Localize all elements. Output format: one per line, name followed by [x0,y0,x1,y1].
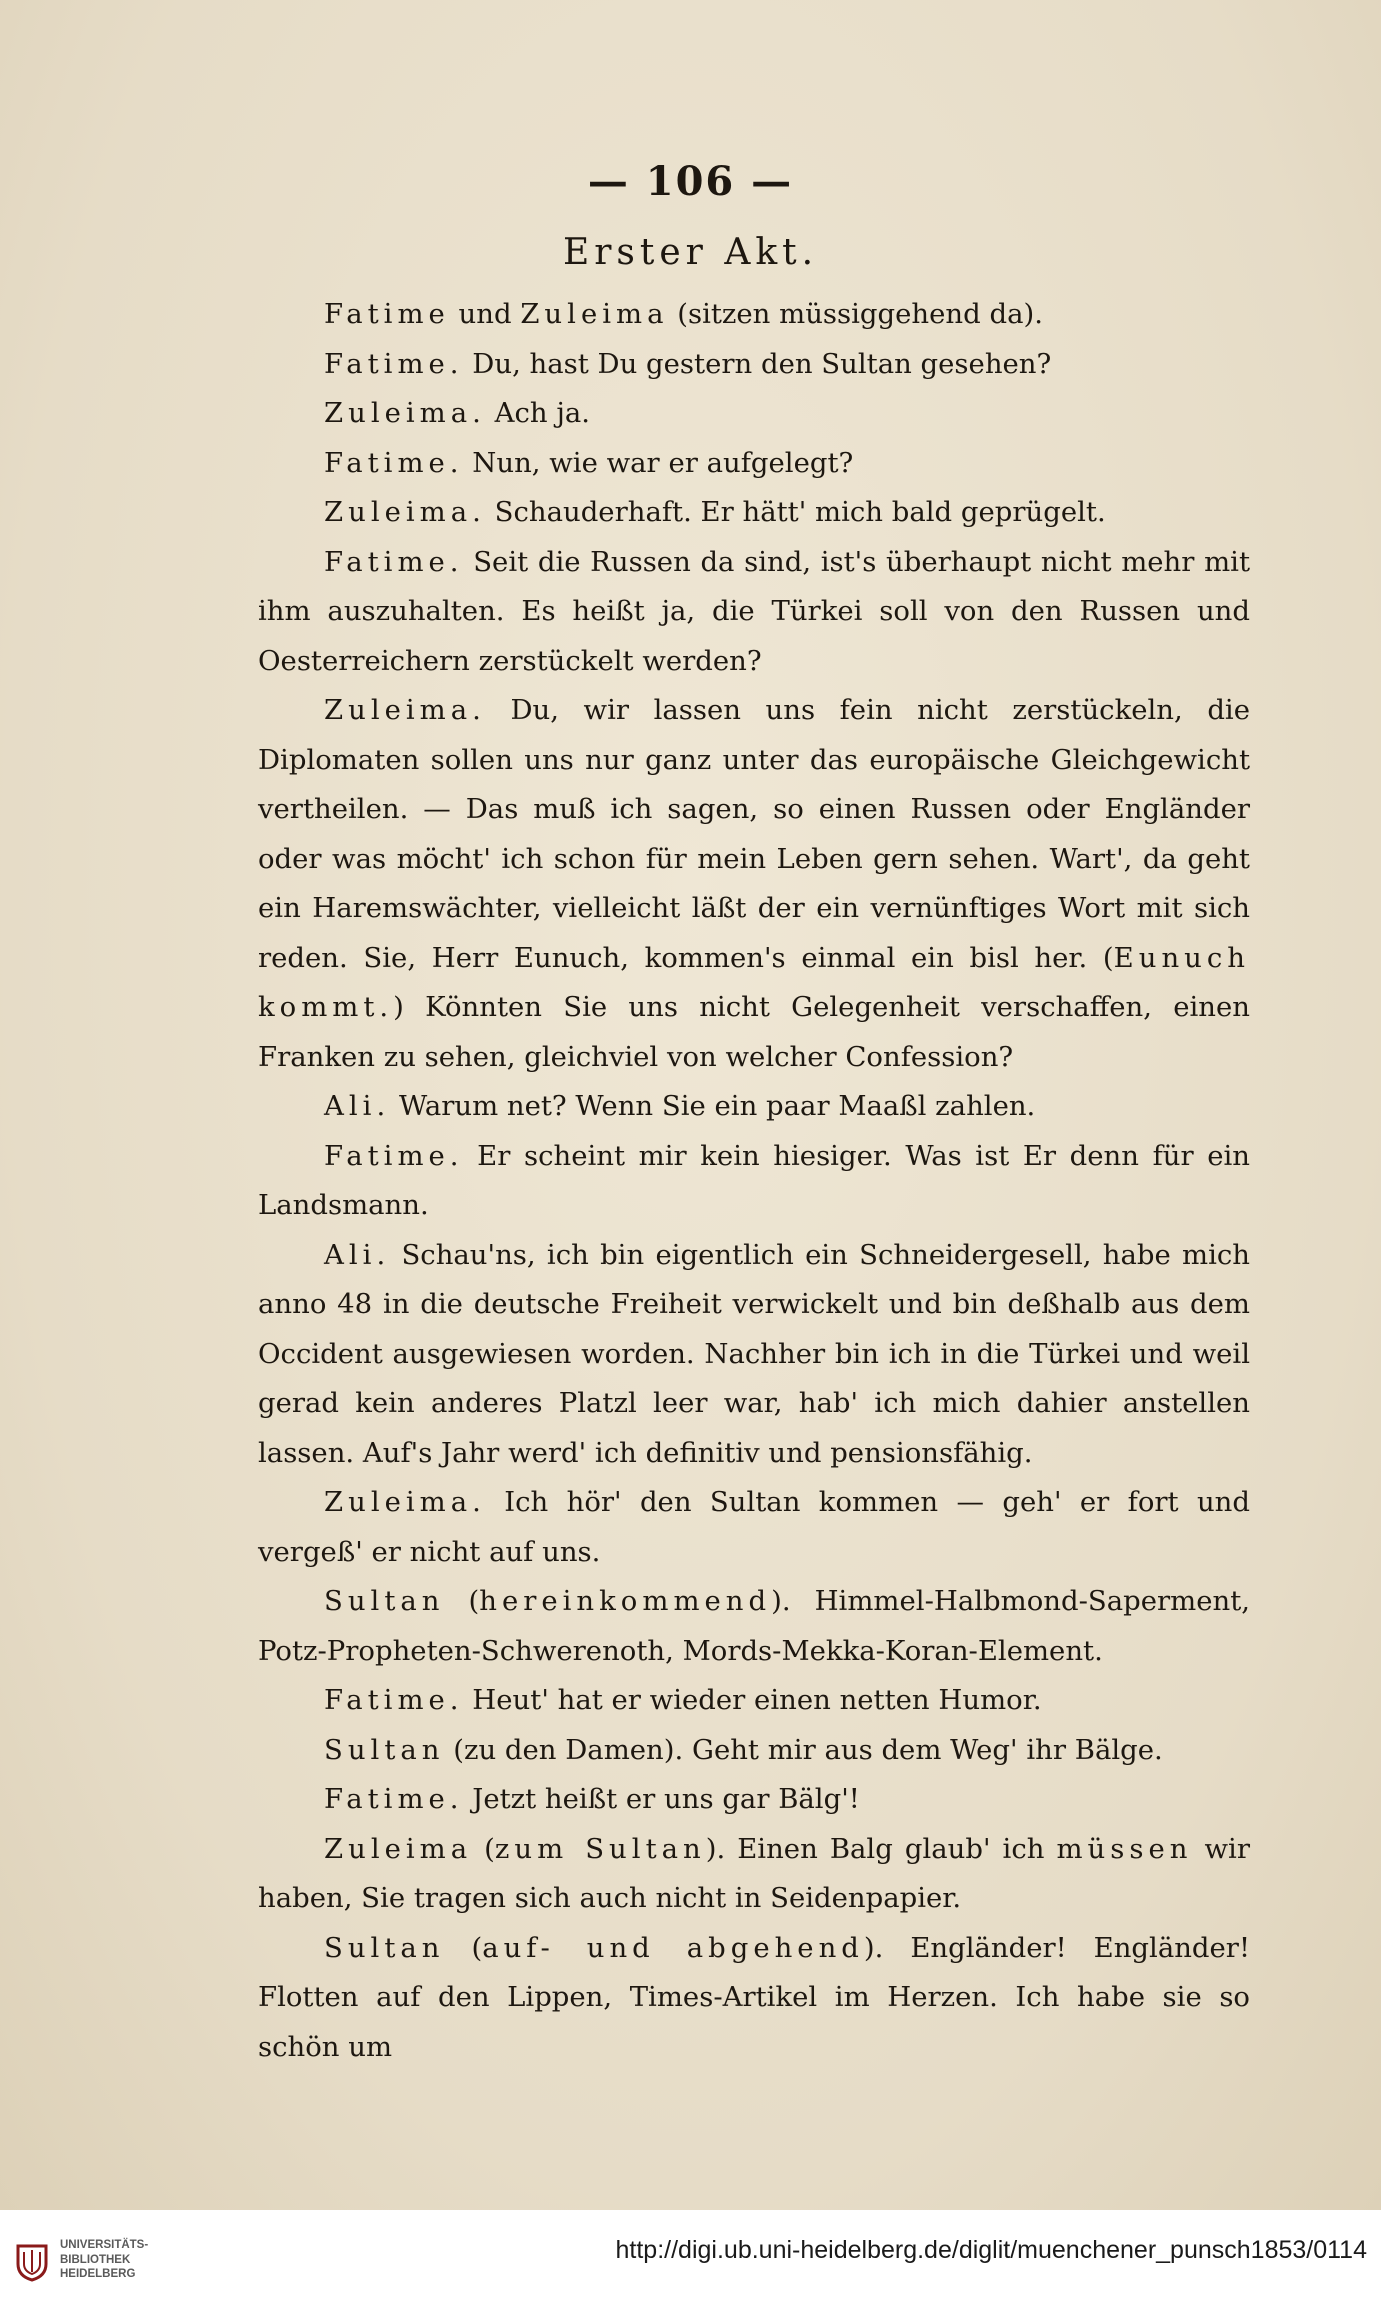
dialogue-line: Sultan (zu den Damen). Geht mir aus dem Weg' ihr Bälge. [324,1733,1163,1766]
act-title: Erster Akt. [562,232,819,273]
dialogue-line: Zuleima. Du, wir lassen uns fein nicht zerstückeln, die Diplomaten sollen uns nur ganz unter das europäische Gleichgewicht vertheilen. — Das muß ich sagen, so einen Russen oder Engländer oder was möcht' ich schon für mein Leben gern sehen. Wart', da geht ein Haremswächter, vielleicht läßt der ein vernünftiges Wort mit sich reden. Sie, Herr Eunuch, kommen's einmal ein bisl her. (Eunuch kommt.) Könnten Sie uns nicht Gelegenheit verschaffen, einen Franken zu sehen, gleichviel von welcher Confession? [258,694,1250,1073]
dialogue-line: Sultan (auf- und abgehend). Engländer! Engländer! Flotten auf den Lippen, Times-Artikel im Herzen. Ich habe sie so schön um [258,1931,1250,2063]
body-text [258,290,1250,2072]
source-url[interactable]: http://digi.ub.uni-heidelberg.de/diglit/muenchener_punsch1853/0114 [615,2236,1367,2264]
dialogue-line: Zuleima. Ich hör' den Sultan kommen — geh' er fort und vergeß' er nicht auf uns. [258,1486,1250,1568]
dialogue-line: Ali. Warum net? Wenn Sie ein paar Maaßl zahlen. [324,1090,1036,1122]
dialogue-line: Ali. Schau'ns, ich bin eigentlich ein Schneidergesell, habe mich anno 48 in die deutsche Freiheit verwickelt und bin deßhalb aus dem Occident ausgewiesen worden. Nachher bin ich in die Türkei und weil gerad kein anderes Platzl leer war, hab' ich mich dahier anstellen lassen. Auf's Jahr werd' ich definitiv und pensionsfähig. [258,1238,1250,1469]
dialogue-line: Fatime. Nun, wie war er aufgelegt? [324,446,854,479]
dialogue-line: Zuleima (zum Sultan). Einen Balg glaub' ich müssen wir haben, Sie tragen sich auch nicht in Seidenpapier. [258,1832,1250,1914]
page-number: — 106 — [587,158,794,205]
dialogue-line: Fatime. Seit die Russen da sind, ist's überhaupt nicht mehr mit ihm auszuhalten. Es heißt ja, die Türkei soll von den Russen und Oesterreichern zerstückelt werden? [258,545,1250,677]
dialogue-line: Fatime. Heut' hat er wieder einen netten Humor. [324,1684,1042,1716]
dialogue-line: Zuleima. Ach ja. [324,397,591,429]
dialogue-line: Sultan (hereinkommend). Himmel-Halbmond-Saperment, Potz-Propheten-Schwerenoth, Mords-Mekka-Koran-Element. [258,1585,1250,1667]
dialogue-line: Fatime. Du, hast Du gestern den Sultan gesehen? [324,347,1052,380]
dialogue-line: Fatime. Jetzt heißt er uns gar Bälg'! [324,1783,860,1815]
library-logo-icon [12,2242,52,2282]
library-logo-text: UNIVERSITÄTS- BIBLIOTHEK HEIDELBERG [60,2239,149,2280]
dialogue-line: Zuleima. Schauderhaft. Er hätt' mich bald geprügelt. [324,496,1106,528]
dialogue-line: Fatime. Er scheint mir kein hiesiger. Was ist Er denn für ein Landsmann. [258,1139,1250,1221]
stage-direction: Fatime und Zuleima (sitzen müssiggehend da). [324,298,1043,330]
